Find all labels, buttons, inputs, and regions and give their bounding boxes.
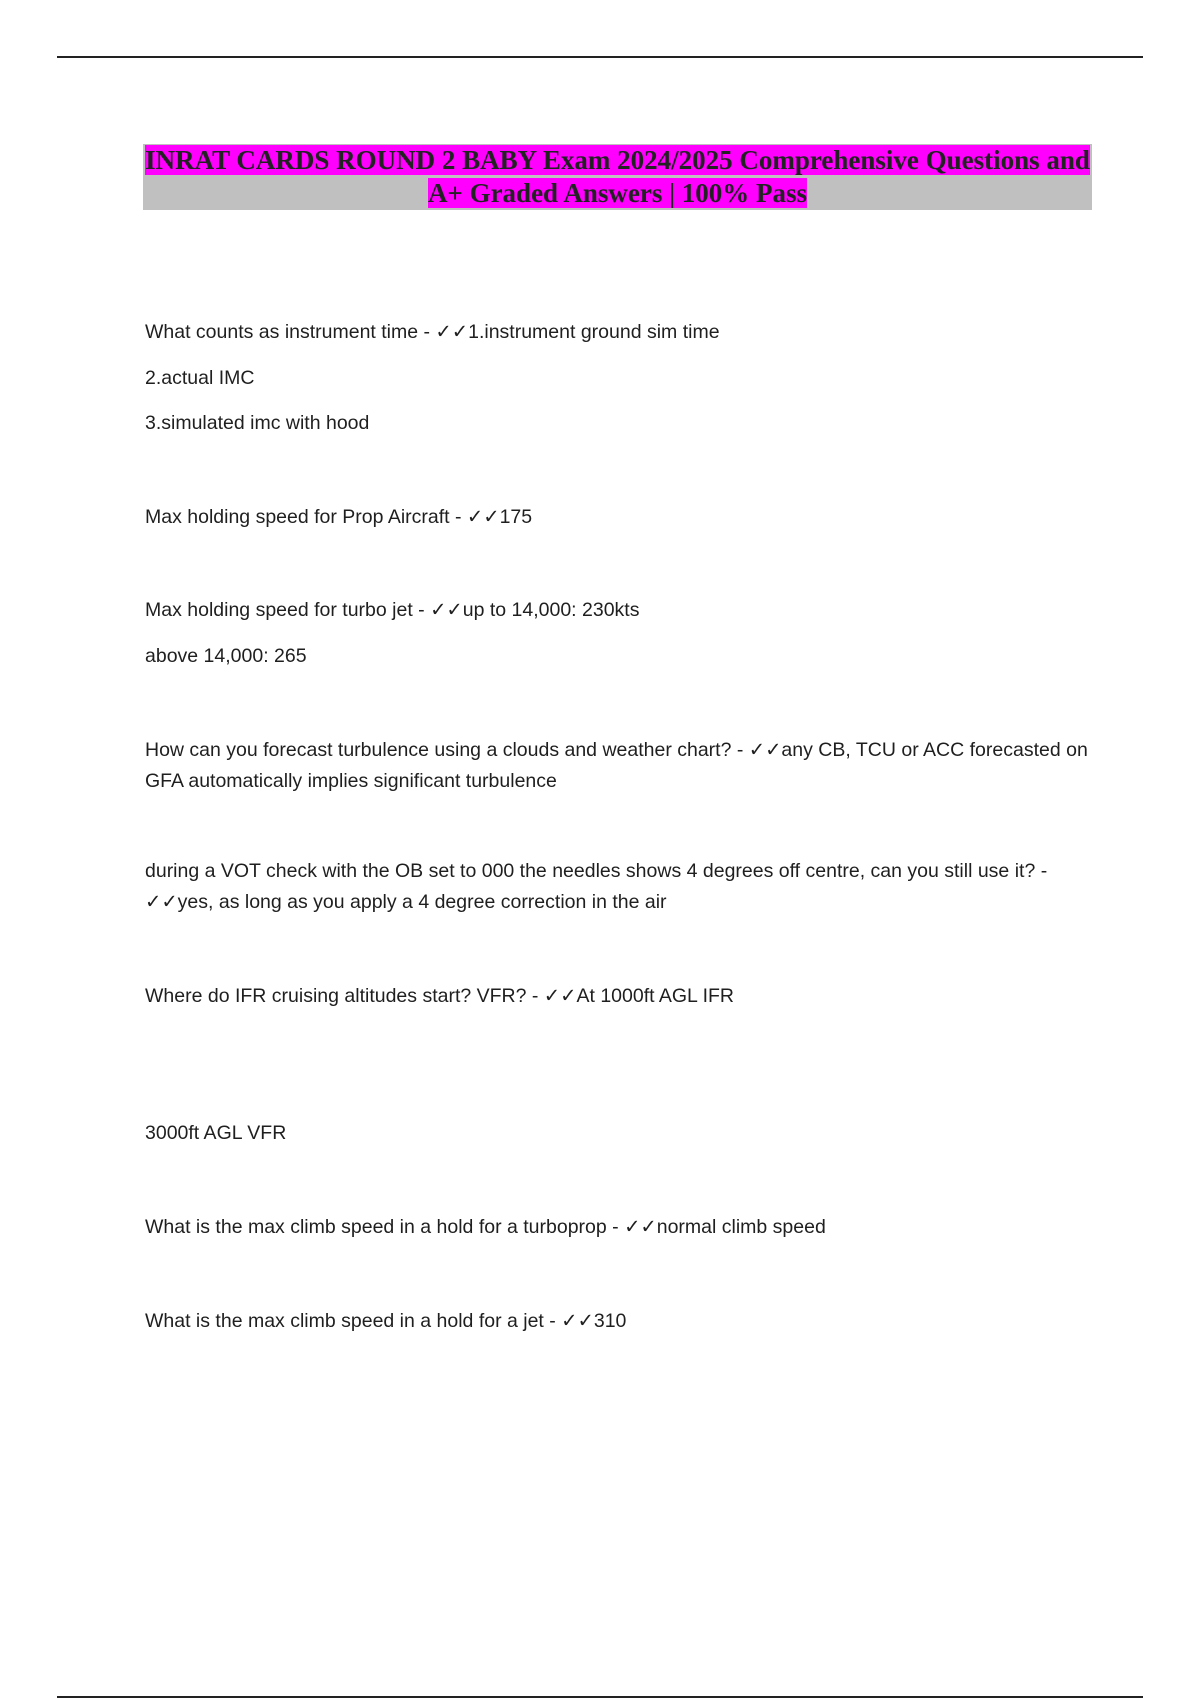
qa-line-7: How can you forecast turbulence using a clouds and weather chart? - ✓✓any CB, TCU or ACC forecasted on GFA automatically implies significant turbulence bbox=[145, 739, 1088, 792]
qa-line-12: What is the max climb speed in a hold for a jet - ✓✓310 bbox=[145, 1310, 627, 1332]
bottom-rule bbox=[57, 1696, 1143, 1698]
qa-line-1: What counts as instrument time - ✓✓1.instrument ground sim time bbox=[145, 321, 720, 343]
document-title-text: INRAT CARDS ROUND 2 BABY Exam 2024/2025 Comprehensive Questions and A+ Graded Answers | 100% Pass bbox=[145, 145, 1090, 208]
qa-line-10: 3000ft AGL VFR bbox=[145, 1122, 287, 1144]
top-rule bbox=[57, 56, 1143, 58]
qa-line-5: Max holding speed for turbo jet - ✓✓up to 14,000: 230kts bbox=[145, 599, 640, 621]
qa-line-8: during a VOT check with the OB set to 000 the needles shows 4 degrees off centre, can you still use it? - ✓✓yes, as long as you apply a 4 degree correction in the air bbox=[145, 860, 1048, 913]
qa-line-2: 2.actual IMC bbox=[145, 367, 255, 389]
document-title bbox=[143, 144, 1092, 210]
qa-line-9: Where do IFR cruising altitudes start? VFR? - ✓✓At 1000ft AGL IFR bbox=[145, 985, 735, 1007]
qa-line-4: Max holding speed for Prop Aircraft - ✓✓175 bbox=[145, 506, 533, 528]
qa-line-6: above 14,000: 265 bbox=[145, 645, 307, 667]
qa-line-11: What is the max climb speed in a hold for a turboprop - ✓✓normal climb speed bbox=[145, 1216, 826, 1238]
qa-line-3: 3.simulated imc with hood bbox=[145, 412, 370, 434]
